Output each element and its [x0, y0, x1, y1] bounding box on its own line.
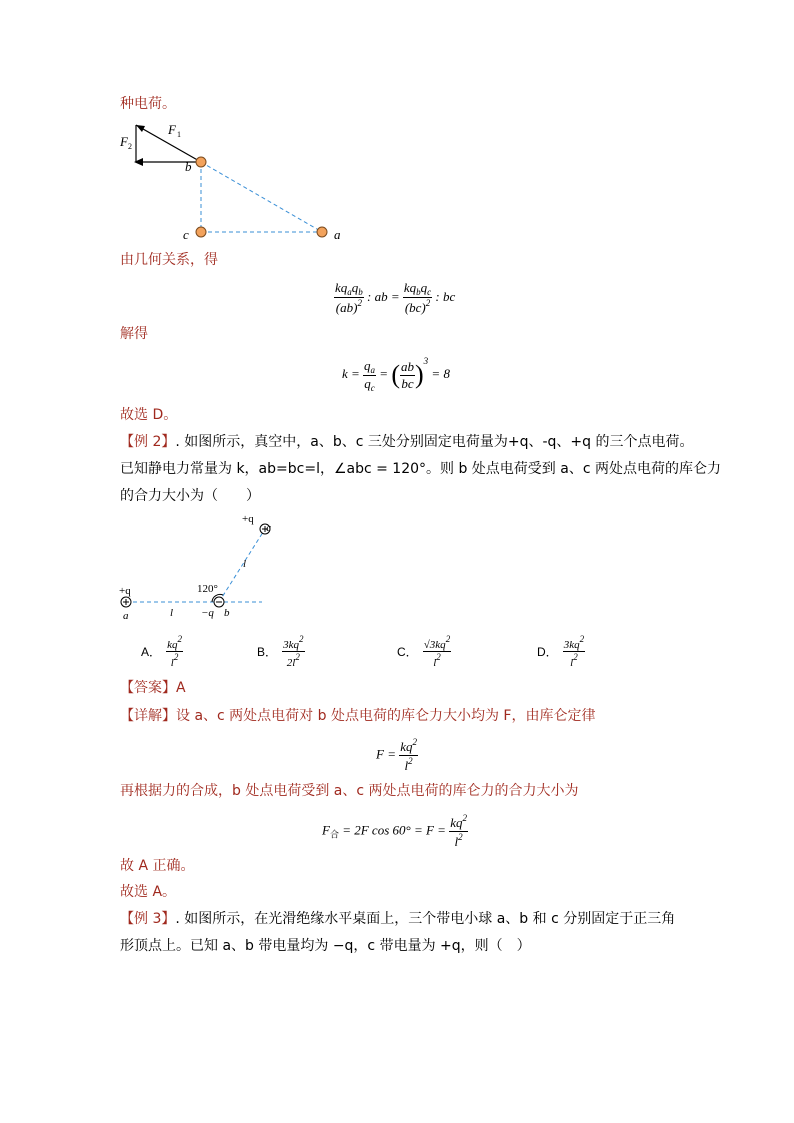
equation-resultant: $F_合 = 2F$ cos 60° = F = $\frac{kq^2}{l^2}$: [322, 813, 467, 849]
equation-ratio: $\frac{kq_aq_b}{(ab)^2}$ : ab = $\frac{kq_bq_c}{(bc)^2}$ : bc: [335, 280, 456, 315]
example-2-line-1: 【例 2】. 如图所示，真空中，a、b、c 三处分别固定电荷量为+q、-q、+q 的三个点电荷。: [120, 434, 694, 450]
label-f2-sub: 2: [128, 142, 132, 151]
answer-tag: 【答案】: [120, 680, 176, 696]
label-a: a: [123, 610, 129, 622]
option-a[interactable]: A． $\frac{kq^2}{l^2}$: [141, 634, 182, 669]
option-c[interactable]: C． $\frac{√3kq^2}{l^2}$: [397, 634, 451, 669]
answer-value: A: [176, 680, 186, 696]
charge-a: [317, 227, 327, 237]
label-l-bottom: l: [170, 607, 174, 619]
f1-arrowhead: [136, 125, 145, 132]
label-b: b: [224, 607, 230, 619]
example-3-tag: 【例 3】: [120, 911, 176, 927]
charge-b: [196, 157, 206, 167]
example-2-line-2: 已知静电力常量为 k，ab=bc=l，∠abc = 120°。则 b 处点电荷受到 a、c 两处点电荷的库仑力: [120, 461, 721, 477]
answer-line: [120, 678, 186, 698]
option-b[interactable]: B． $\frac{3kq^2}{2l^2}$: [257, 634, 304, 669]
charge-c: [196, 227, 206, 237]
label-angle: 120°: [197, 583, 218, 595]
detail-line-1: 【详解】设 a、c 两处点电荷对 b 处点电荷的库仑力大小均为 F，由库仑定律: [120, 708, 596, 724]
label-c-charge: +q: [242, 513, 254, 525]
label-c: c: [183, 227, 189, 242]
option-d[interactable]: D． $\frac{3kq^2}{l^2}$: [537, 634, 585, 669]
equation-coulomb: F = $\frac{kq^2}{l^2}$: [376, 737, 417, 773]
text-line: 故选 D。: [120, 407, 178, 423]
label-f1: F: [168, 122, 176, 137]
label-f1-sub: 1: [177, 130, 181, 139]
label-b: b: [185, 159, 192, 174]
example-3-line-1: 【例 3】. 如图所示，在光滑绝缘水平桌面上，三个带电小球 a、b 和 c 分别固定于正三角: [120, 911, 676, 927]
detail-tag: 【详解】: [120, 708, 176, 724]
bc-dashed-line: [219, 529, 265, 602]
label-f2: F: [120, 134, 128, 149]
force-diagram-1: [112, 115, 352, 250]
equation-result: k = $\frac{q_a}{q_c}$ = ( $\frac{ab}{bc}$ )$^3$ = 8: [342, 356, 450, 393]
example-2-line-3: 的合力大小为（ ）: [120, 488, 260, 504]
text-line: 解得: [120, 326, 148, 342]
f2-arrowhead: [134, 158, 143, 166]
label-a-charge: +q: [119, 585, 131, 597]
charge-diagram-2: [112, 510, 272, 625]
example-2-tag: 【例 2】: [120, 434, 176, 450]
detail-line-2: 再根据力的合成，b 处点电荷受到 a、c 两处点电荷的库仑力的合力大小为: [120, 783, 579, 799]
label-a: a: [334, 227, 341, 242]
label-l-top: l: [243, 558, 247, 570]
example-3-line-2: 形顶点上。已知 a、b 带电量均为 −q，c 带电量为 +q，则（ ）: [120, 938, 531, 954]
text-line: 种电荷。: [120, 96, 176, 112]
label-c: c: [266, 522, 271, 534]
detail-line-4: 故选 A。: [120, 884, 177, 900]
ba-dashed-line: [201, 162, 322, 232]
label-b-charge: −q: [201, 607, 214, 619]
detail-line-3: 故 A 正确。: [120, 858, 195, 874]
text-line: 由几何关系，得: [120, 252, 218, 268]
